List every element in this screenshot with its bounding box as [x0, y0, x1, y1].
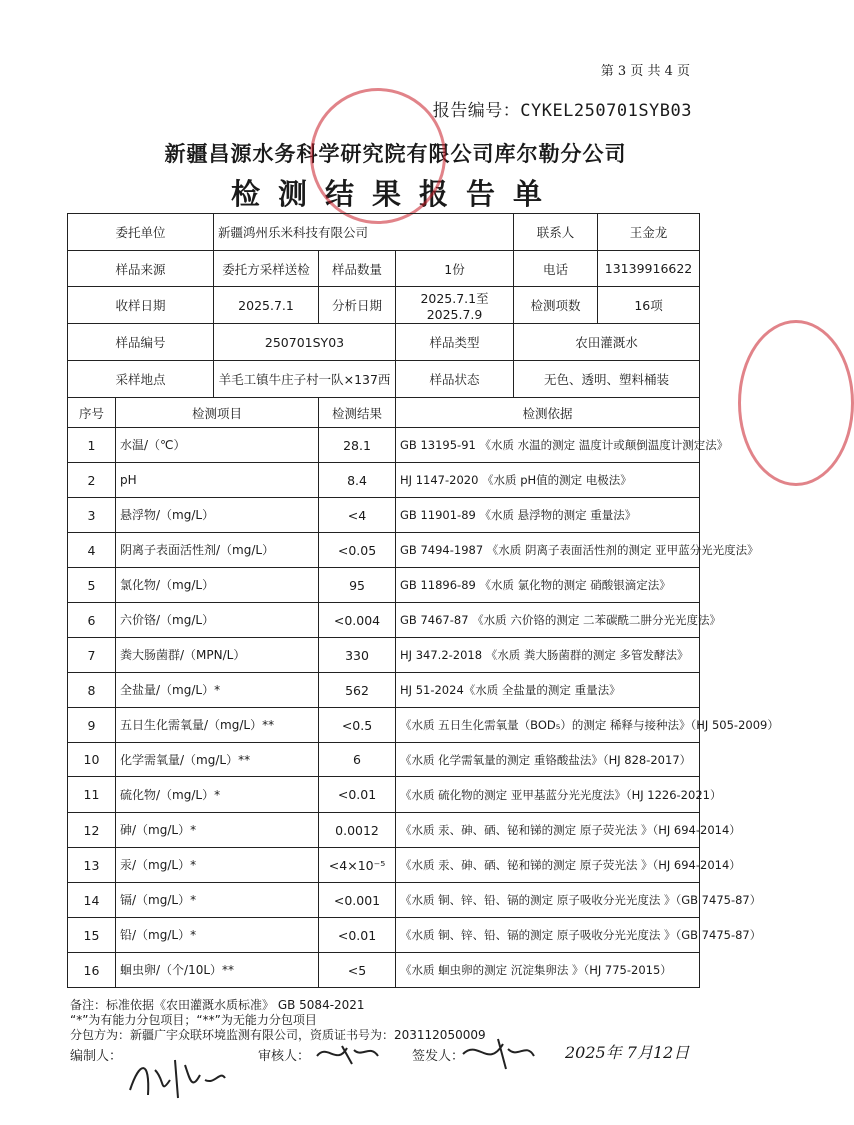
- table-row: [68, 743, 700, 777]
- row-item: 镉/（mg/L）*: [116, 883, 319, 918]
- row-item: 全盐量/（mg/L）*: [116, 673, 319, 708]
- table-row: [68, 638, 700, 673]
- row-basis: 《水质 汞、砷、硒、铋和锑的测定 原子荧光法 》（HJ 694-2014）: [396, 848, 700, 883]
- contact-value: 王金龙: [598, 214, 700, 251]
- company-name: 新疆昌源水务科学研究院有限公司库尔勒分公司: [164, 142, 627, 166]
- col-no-header: 序号: [68, 398, 116, 428]
- row-item: 硫化物/（mg/L）*: [116, 777, 319, 813]
- state-value: 无色、透明、塑料桶装: [514, 361, 700, 398]
- sign-date: 2025年 7月12日: [565, 1043, 690, 1062]
- col-item-header: 检测项目: [116, 398, 319, 428]
- info-row-client: [68, 214, 700, 251]
- info-row-source: [68, 251, 700, 287]
- table-row: [68, 603, 700, 638]
- row-item: 六价铬/（mg/L）: [116, 603, 319, 638]
- row-basis: 《水质 化学需氧量的测定 重铬酸盐法》（HJ 828-2017）: [396, 743, 700, 777]
- row-result: <0.01: [319, 918, 396, 953]
- row-result: 6: [319, 743, 396, 777]
- reviewer-label: 审核人：: [258, 1049, 311, 1064]
- table-row: [68, 673, 700, 708]
- row-no: 14: [68, 883, 116, 918]
- type-value: 农田灌溉水: [514, 324, 700, 361]
- qty-value: 1份: [396, 251, 514, 287]
- col-basis-header: 检测依据: [396, 398, 700, 428]
- row-item: pH: [116, 463, 319, 498]
- issuer-label: 签发人：: [412, 1049, 465, 1064]
- sample-no-label: 样品编号: [68, 324, 214, 361]
- row-basis: GB 11896-89 《水质 氯化物的测定 硝酸银滴定法》: [396, 568, 700, 603]
- client-value: 新疆鸿州乐米科技有限公司: [214, 214, 514, 251]
- row-item: 化学需氧量/（mg/L）**: [116, 743, 319, 777]
- row-basis: GB 7494-1987 《水质 阴离子表面活性剂的测定 亚甲蓝分光光度法》: [396, 533, 700, 568]
- analysis-value: 2025.7.1至2025.7.9: [396, 287, 514, 324]
- row-basis: 《水质 五日生化需氧量（BOD₅）的测定 稀释与接种法》（HJ 505-2009）: [396, 708, 700, 743]
- row-result: <4×10⁻⁵: [319, 848, 396, 883]
- report-title: 检测结果报告单: [230, 177, 560, 211]
- report-table: [67, 213, 779, 988]
- row-item: 铅/（mg/L）*: [116, 918, 319, 953]
- official-seal-icon: [738, 320, 854, 486]
- note-subcontract: “*”为有能力分包项目；“**”为无能力分包项目: [70, 1013, 317, 1027]
- recv-value: 2025.7.1: [214, 287, 319, 324]
- report-number: 报告编号：CYKEL250701SYB03: [432, 101, 692, 121]
- row-item: 汞/（mg/L）*: [116, 848, 319, 883]
- row-no: 2: [68, 463, 116, 498]
- table-row: [68, 953, 700, 988]
- row-basis: HJ 51-2024《水质 全盐量的测定 重量法》: [396, 673, 700, 708]
- row-no: 16: [68, 953, 116, 988]
- source-value: 委托方采样送检: [214, 251, 319, 287]
- col-result-header: 检测结果: [319, 398, 396, 428]
- table-row: [68, 428, 700, 463]
- row-no: 6: [68, 603, 116, 638]
- row-basis: 《水质 蛔虫卵的测定 沉淀集卵法 》（HJ 775-2015）: [396, 953, 700, 988]
- table-row: [68, 813, 700, 848]
- info-row-sample: [68, 324, 700, 361]
- row-item: 五日生化需氧量/（mg/L）**: [116, 708, 319, 743]
- table-row: [68, 463, 700, 498]
- table-row: [68, 708, 700, 743]
- recv-label: 收样日期: [68, 287, 214, 324]
- row-item: 蛔虫卵/（个/10L）**: [116, 953, 319, 988]
- row-result: 28.1: [319, 428, 396, 463]
- info-row-dates: [68, 287, 700, 324]
- row-result: <0.05: [319, 533, 396, 568]
- table-row: [68, 533, 700, 568]
- type-label: 样品类型: [396, 324, 514, 361]
- sample-no-value: 250701SY03: [214, 324, 396, 361]
- source-label: 样品来源: [68, 251, 214, 287]
- row-item: 悬浮物/（mg/L）: [116, 498, 319, 533]
- row-result: <0.004: [319, 603, 396, 638]
- state-label: 样品状态: [396, 361, 514, 398]
- row-item: 砷/（mg/L）*: [116, 813, 319, 848]
- row-no: 5: [68, 568, 116, 603]
- contact-label: 联系人: [514, 214, 598, 251]
- signature-compiler-icon: [120, 1050, 230, 1105]
- location-label: 采样地点: [68, 361, 214, 398]
- table-row: [68, 848, 700, 883]
- row-result: 0.0012: [319, 813, 396, 848]
- note-standard: 备注：标准依据《农田灌溉水质标准》 GB 5084-2021: [70, 998, 365, 1012]
- count-label: 检测项数: [514, 287, 598, 324]
- row-no: 13: [68, 848, 116, 883]
- row-result: 330: [319, 638, 396, 673]
- table-row: [68, 918, 700, 953]
- page-number: 第 3 页 共 4 页: [600, 64, 690, 79]
- row-basis: GB 13195-91 《水质 水温的测定 温度计或颠倒温度计测定法》: [396, 428, 700, 463]
- row-no: 11: [68, 777, 116, 813]
- phone-value: 13139916622: [598, 251, 700, 287]
- note-subcontractor: 分包方为：新疆广宇众联环境监测有限公司，资质证书号为：203112050009: [70, 1028, 486, 1042]
- row-result: <5: [319, 953, 396, 988]
- table-row: [68, 883, 700, 918]
- row-no: 9: [68, 708, 116, 743]
- row-result: 562: [319, 673, 396, 708]
- table-header-row: [68, 398, 700, 428]
- row-item: 水温/（℃）: [116, 428, 319, 463]
- row-item: 阴离子表面活性剂/（mg/L）: [116, 533, 319, 568]
- info-row-location: [68, 361, 700, 398]
- row-item: 氯化物/（mg/L）: [116, 568, 319, 603]
- compiled-label: 编制人：: [70, 1049, 123, 1064]
- row-basis: GB 11901-89 《水质 悬浮物的测定 重量法》: [396, 498, 700, 533]
- table-row: [68, 498, 700, 533]
- table-row: [68, 568, 700, 603]
- row-no: 10: [68, 743, 116, 777]
- count-value: 16项: [598, 287, 700, 324]
- client-label: 委托单位: [68, 214, 214, 251]
- row-no: 12: [68, 813, 116, 848]
- table-row: [68, 777, 700, 813]
- row-result: 95: [319, 568, 396, 603]
- row-no: 4: [68, 533, 116, 568]
- row-basis: 《水质 铜、锌、铅、镉的测定 原子吸收分光光度法 》（GB 7475-87）: [396, 918, 700, 953]
- row-result: 8.4: [319, 463, 396, 498]
- row-result: <0.001: [319, 883, 396, 918]
- row-no: 15: [68, 918, 116, 953]
- notes: [70, 998, 700, 1043]
- row-no: 8: [68, 673, 116, 708]
- row-basis: GB 7467-87 《水质 六价铬的测定 二苯碳酰二肼分光光度法》: [396, 603, 700, 638]
- row-result: <0.01: [319, 777, 396, 813]
- row-no: 7: [68, 638, 116, 673]
- row-basis: 《水质 硫化物的测定 亚甲基蓝分光光度法》（HJ 1226-2021）: [396, 777, 700, 813]
- row-no: 1: [68, 428, 116, 463]
- row-basis: HJ 347.2-2018 《水质 粪大肠菌群的测定 多管发酵法》: [396, 638, 700, 673]
- signature-reviewer-icon: [312, 1038, 382, 1068]
- row-result: <4: [319, 498, 396, 533]
- row-item: 粪大肠菌群/（MPN/L）: [116, 638, 319, 673]
- analysis-label: 分析日期: [319, 287, 396, 324]
- qty-label: 样品数量: [319, 251, 396, 287]
- results-body: [68, 428, 779, 988]
- row-basis: HJ 1147-2020 《水质 pH值的测定 电极法》: [396, 463, 700, 498]
- row-no: 3: [68, 498, 116, 533]
- phone-label: 电话: [514, 251, 598, 287]
- row-result: <0.5: [319, 708, 396, 743]
- signature-issuer-icon: [458, 1034, 538, 1074]
- official-seal-icon: [310, 88, 446, 224]
- row-basis: 《水质 铜、锌、铅、镉的测定 原子吸收分光光度法 》（GB 7475-87）: [396, 883, 700, 918]
- location-value: 羊毛工镇牛庄子村一队×137西: [214, 361, 396, 398]
- row-basis: 《水质 汞、砷、硒、铋和锑的测定 原子荧光法 》（HJ 694-2014）: [396, 813, 700, 848]
